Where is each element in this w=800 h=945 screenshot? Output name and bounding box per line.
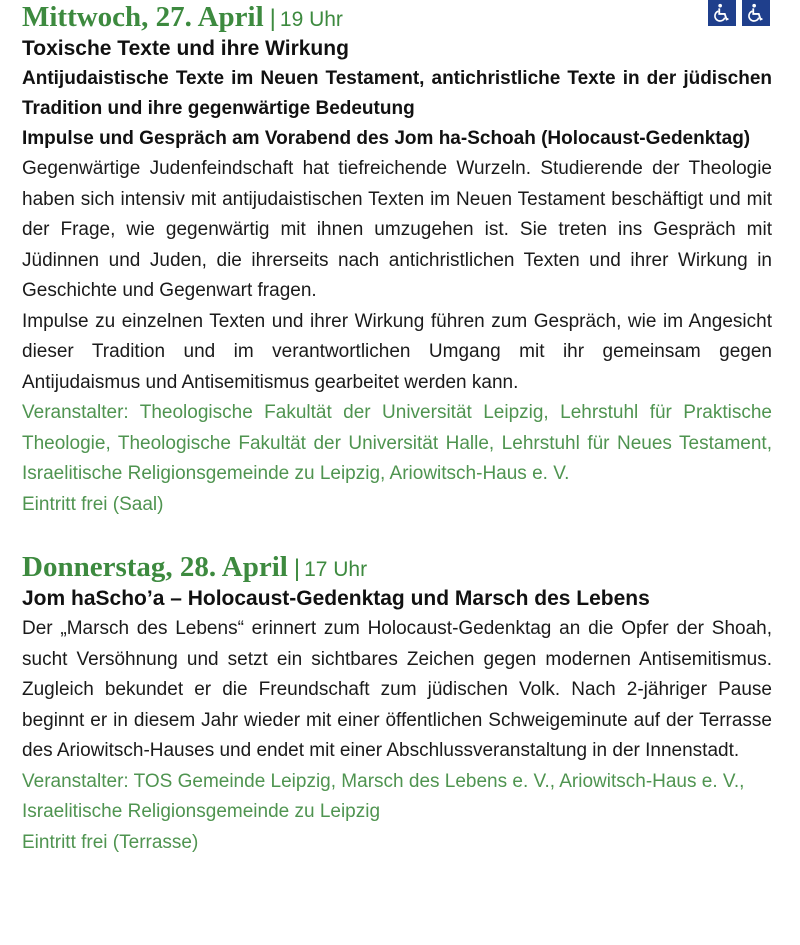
event-admission: Eintritt frei (Terrasse) [22,831,199,853]
event-time: 17 Uhr [304,558,368,581]
description-paragraph: Der „Marsch des Lebens“ erinnert zum Holocaust-Gedenktag an die Opfer der Shoah, sucht Versöhnung und setzt ein sichtbares Zeichen gegen modernen Antisemitismus. Zugleich bekundet er die Freundschaft zum jüdischen Volk. Nach 2-jähriger Pause beginnt er in diesem Jahr wieder mit einer öffentlichen Schweigeminute auf der Terrasse des Ariowitsch-Hauses und endet mit einer Abschlussveranstaltung in der Innenstadt. [22,618,772,761]
event-date: Mittwoch, 27. April [22,1,264,33]
event-title: Jom haScho’a – Holocaust-Gedenktag und Marsch des Lebens [22,587,650,610]
event-date-line [22,550,772,584]
event-organizer: Veranstalter: Theologische Fakultät der Universität Leipzig, Lehrstuhl für Praktische Theologie, Theologische Fakultät der Universität Halle, Lehrstuhl für Neues Testament, Israelitische Religionsgemeinde zu Leipzig, Ariowitsch-Haus e. V. [22,402,772,484]
date-separator: | [269,5,276,32]
event-title: Toxische Texte und ihre Wirkung [22,37,349,60]
event-subtitle: Antijudaistische Texte im Neuen Testament, antichristliche Texte in der jüdischen Tradition und ihre gegenwärtige Bedeutung [22,68,772,119]
description-paragraph: Gegenwärtige Judenfeindschaft hat tiefreichende Wurzeln. Studierende der Theologie haben sich intensiv mit antijudaistischen Texten im Neuen Testament beschäftigt und mit der Frage, wie gegenwärtig mit ihnen umzugehen ist. Sie treten ins Gespräch mit Jüdinnen und Juden, die ihrerseits nach antichristlichen Texten und ihrer Wirkung in Geschichte und Gegenwart fragen. [22,158,772,301]
accessibility-icons [708,0,770,26]
event-admission: Eintritt frei (Saal) [22,493,164,515]
event-description [22,614,772,767]
wheelchair-icon [708,0,736,26]
event-organizer: Veranstalter: TOS Gemeinde Leipzig, Marsch des Lebens e. V., Ariowitsch-Haus e. V., [22,770,745,792]
description-paragraph: Impulse zu einzelnen Texten und ihrer Wirkung führen zum Gespräch, wie im Angesicht dieser Tradition und im verantwortlichen Umgang mit ihr gemeinsam gegen Antijudaismus und Antisemitismus gearbeitet werden kann. [22,310,772,393]
event-date-line [22,0,772,34]
event-description [22,154,772,398]
event-wednesday [22,0,772,520]
event-subtitle-impulses: Impulse und Gespräch am Vorabend des Jom ha-Schoah (Holocaust-Gedenktag) [22,128,751,149]
event-time: 19 Uhr [279,8,343,31]
wheelchair-icon [742,0,770,26]
date-separator: | [293,555,301,582]
event-date: Donnerstag, 28. April [22,551,288,583]
event-thursday [22,550,772,858]
event-organizer-cont: Israelitische Religionsgemeinde zu Leipzig [22,801,381,822]
